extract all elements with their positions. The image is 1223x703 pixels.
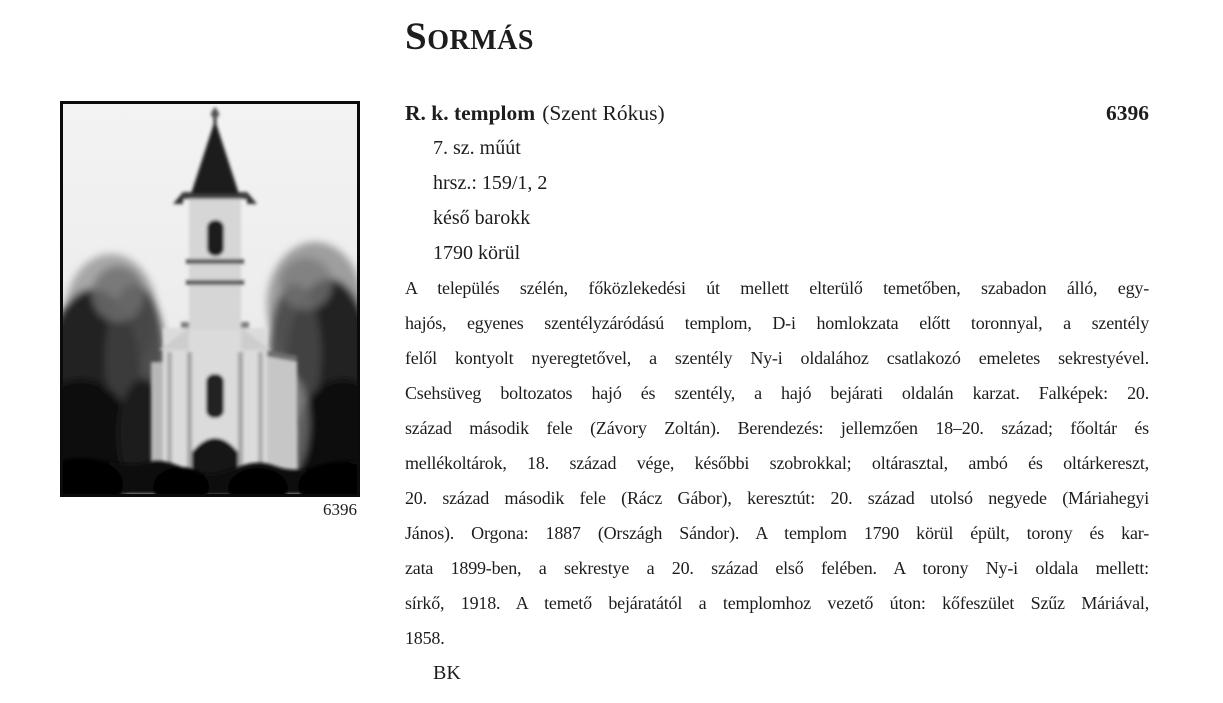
detail-date: 1790 körül [433,242,521,264]
body-line: A település szélén, főközlekedési út mellett elterülő temetőben, szabadon álló, egy- [405,278,1149,298]
detail-style: késő barokk [433,207,531,229]
entry-body [405,271,1149,656]
body-line: zata 1899-ben, a sekrestye a 20. század első felében. A torony Ny-i oldala mellett: [405,558,1149,578]
body-line: hajós, egyenes szentélyzáródású templom, D-i homlokzata előtt toronnyal, a szentély [405,313,1149,333]
body-line: 1858. [405,628,445,648]
body-line: Csehsüveg boltozatos hajó és szentély, a hajó bejárati oldalán karzat. Falképek: 20. [405,383,1149,403]
entry-name: R. k. templom [405,101,536,125]
church-photo-illustration [63,104,357,494]
entry-header [405,96,1149,131]
photo-caption: 6396 [323,500,357,519]
body-line: János). Orgona: 1887 (Országh Sándor). A templom 1790 körül épült, torony és kar- [405,523,1149,543]
body-line: 20. század második fele (Rácz Gábor), keresztút: 20. század utolsó negyede (Máriahegyi [405,488,1149,508]
entry-author-initials: BK [433,662,461,684]
body-line: század második fele (Závory Zoltán). Berendezés: jellemzően 18–20. század; főoltár és [405,418,1149,438]
detail-road: 7. sz. műút [433,137,521,159]
body-line: felől kontyolt nyeregtetővel, a szentély Ny-i oldalához csatlakozó emeletes sekrestyével. [405,348,1149,368]
entry-details [405,131,1149,271]
detail-parcel-number: hrsz.: 159/1, 2 [433,172,548,194]
monument-entry [405,96,1149,691]
entry-dedication: (Szent Rókus) [542,101,665,125]
church-photo [60,101,360,497]
entry-name-line [405,96,665,131]
body-line: sírkő, 1918. A temető bejáratától a templomhoz vezető úton: kőfeszület Szűz Máriával, [405,593,1149,613]
body-line: mellékoltárok, 18. század vége, későbbi szobrokkal; oltárasztal, ambó és oltárkereszt, [405,453,1149,473]
entry-number: 6396 [1106,101,1149,125]
page-title: SORMÁS [405,15,534,58]
